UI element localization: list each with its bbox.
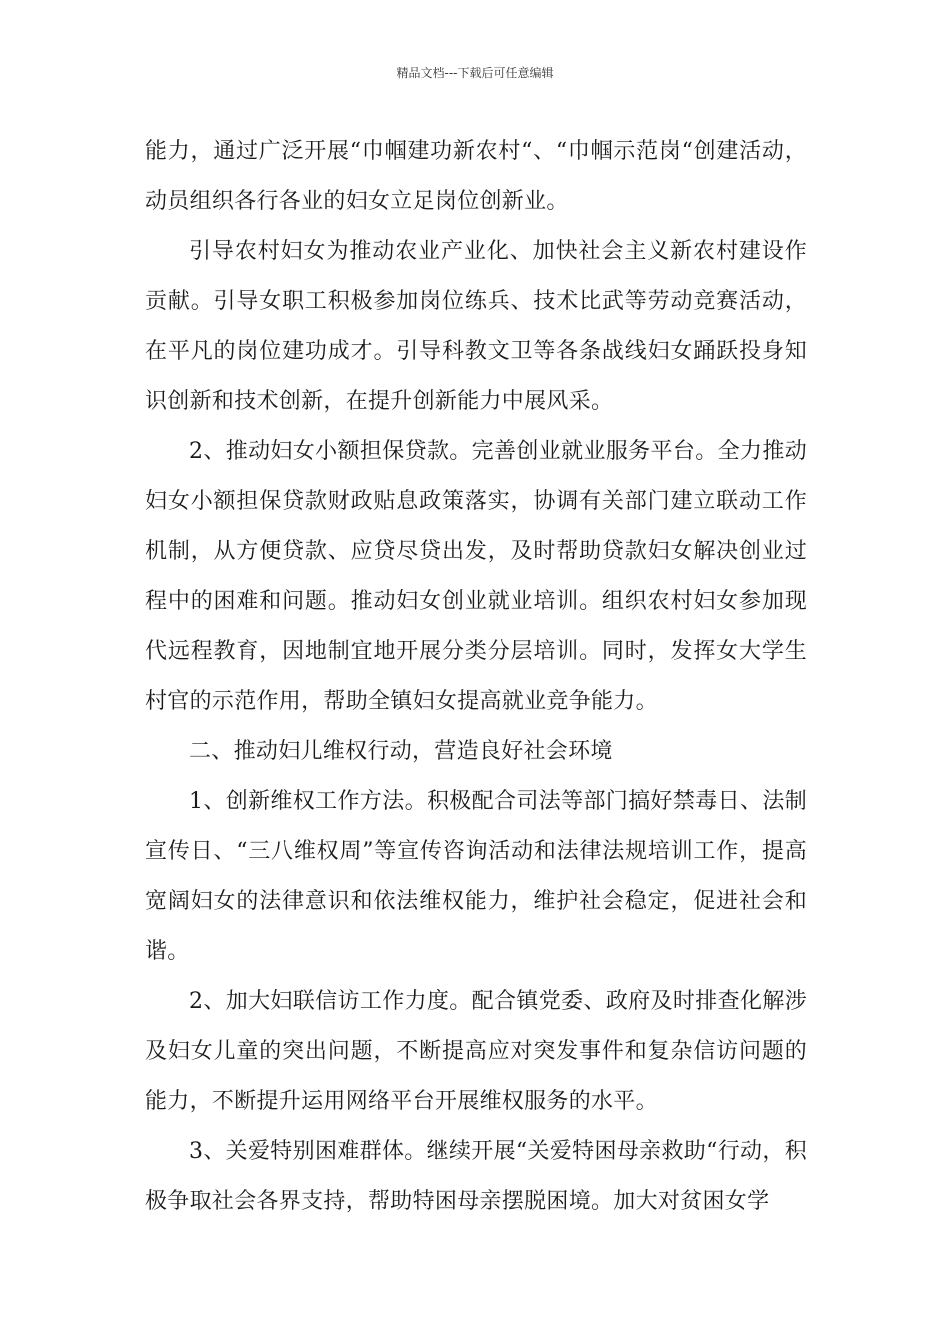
paragraph: 2、推动妇女小额担保贷款。完善创业就业服务平台。全力推动妇女小额担保贷款财政贴息政策落实，协调有关部门建立联动工作机制，从方便贷款、应贷尽贷出发，及时帮助贷款妇女解决创业过程中的困难和问题。推动妇女创业就业培训。组织农村妇女参加现代远程教育，因地制宜地开展分类分层培训。同时，发挥女大学生村官的示范作用，帮助全镇妇女提高就业竞争能力。 xyxy=(145,439,807,714)
paragraph: 1、创新维权工作方法。积极配合司法等部门搞好禁毒日、法制宣传日、“三八维权周”等宣传咨询活动和法律法规培训工作，提高宽阔妇女的法律意识和依法维权能力，维护社会稳定，促进社会和谐。 xyxy=(145,789,807,964)
paragraph: 3、关爱特别困难群体。继续开展“关爱特困母亲救助“行动，积极争取社会各界支持，帮助特困母亲摆脱困境。加大对贫困女学 xyxy=(145,1139,807,1214)
section-heading: 二、推动妇儿维权行动，营造良好社会环境 xyxy=(189,739,613,764)
document-body xyxy=(145,127,807,1227)
paragraph: 2、加大妇联信访工作力度。配合镇党委、政府及时排查化解涉及妇女儿童的突出问题，不断提高应对突发事件和复杂信访问题的能力，不断提升运用网络平台开展维权服务的水平。 xyxy=(145,989,807,1114)
page-header: 精品文档---下载后可任意编辑 xyxy=(396,66,554,80)
paragraph: 引导农村妇女为推动农业产业化、加快社会主义新农村建设作贡献。引导女职工积极参加岗位练兵、技术比武等劳动竞赛活动，在平凡的岗位建功成才。引导科教文卫等各条战线妇女踊跃投身知识创新和技术创新，在提升创新能力中展风采。 xyxy=(145,239,807,414)
paragraph: 能力，通过广泛开展“巾帼建功新农村“、“巾帼示范岗“创建活动，动员组织各行各业的妇女立足岗位创新业。 xyxy=(145,139,807,214)
